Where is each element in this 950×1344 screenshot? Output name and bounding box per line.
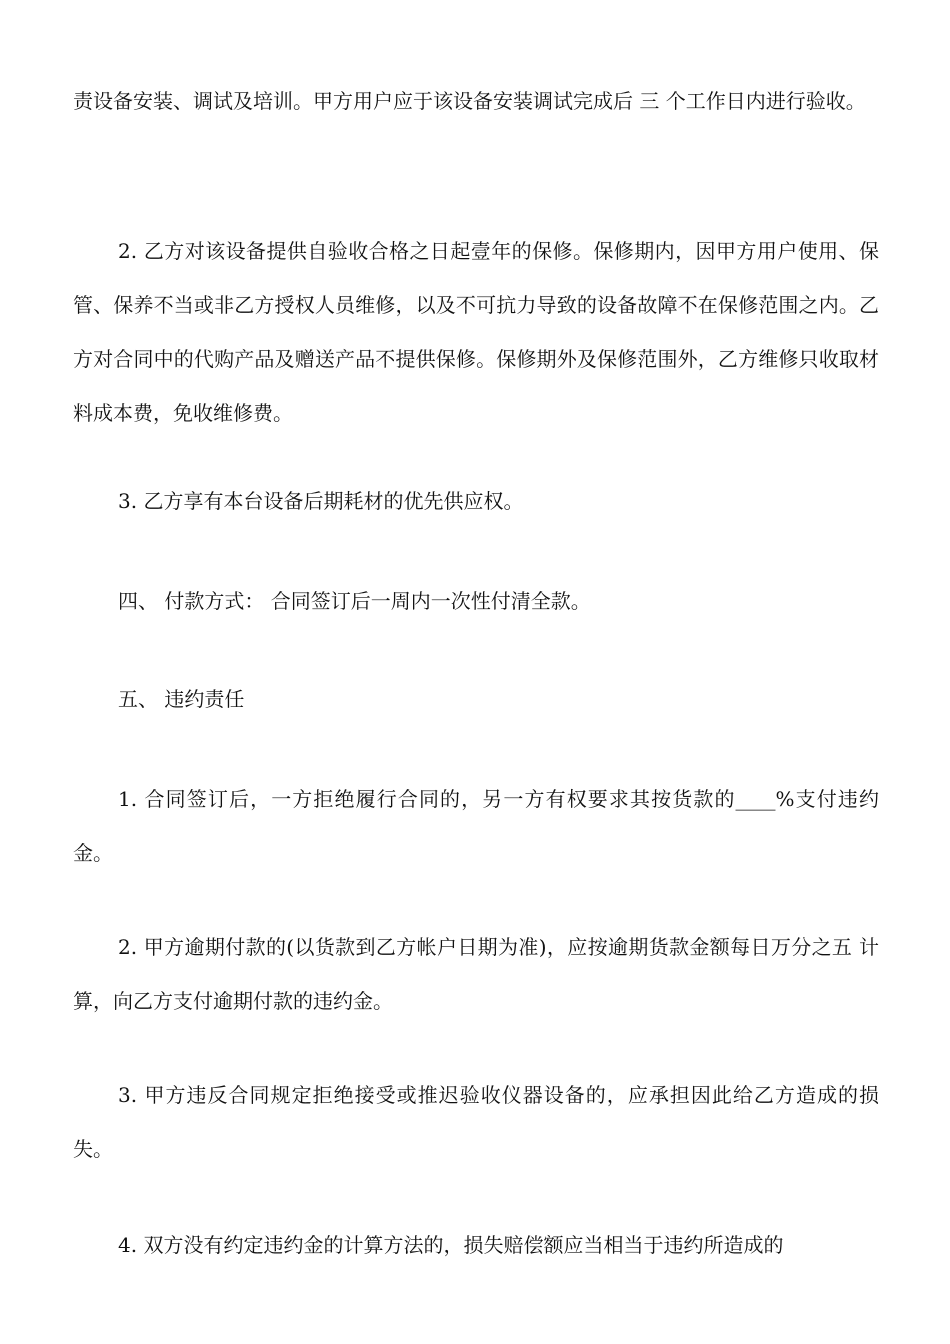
paragraph-consumables-priority: 3. 乙方享有本台设备后期耗材的优先供应权。 <box>118 489 524 513</box>
paragraph-late-payment: 2. 甲方逾期付款的(以货款到乙方帐户日期为准)，应按逾期货款金额每日万分之五 计算，向乙方支付逾期付款的违约金。 <box>73 935 879 1013</box>
paragraph-warranty: 2. 乙方对该设备提供自验收合格之日起壹年的保修。保修期内，因甲方用户使用、保管、保养不当或非乙方授权人员维修，以及不可抗力导致的设备故障不在保修范围之内。乙方对合同中的代购产品及赠送产品不提供保修。保修期外及保修范围外，乙方维修只收取材料成本费，免收维修费。 <box>73 239 879 425</box>
paragraph-acceptance-continued: 责设备安装、调试及培训。甲方用户应于该设备安装调试完成后 三 个工作日内进行验收。 <box>73 89 866 113</box>
section-heading-payment: 四、 付款方式： 合同签订后一周内一次性付清全款。 <box>118 589 591 613</box>
section-heading-breach-liability: 五、 违约责任 <box>118 687 245 711</box>
paragraph-damages-calculation: 4. 双方没有约定违约金的计算方法的，损失赔偿额应当相当于违约所造成的 <box>118 1233 784 1257</box>
paragraph-acceptance-refusal: 3. 甲方违反合同规定拒绝接受或推迟验收仪器设备的，应承担因此给乙方造成的损失。 <box>73 1083 879 1161</box>
paragraph-breach-refusal: 1. 合同签订后，一方拒绝履行合同的，另一方有权要求其按货款的____%支付违约金。 <box>73 787 879 865</box>
